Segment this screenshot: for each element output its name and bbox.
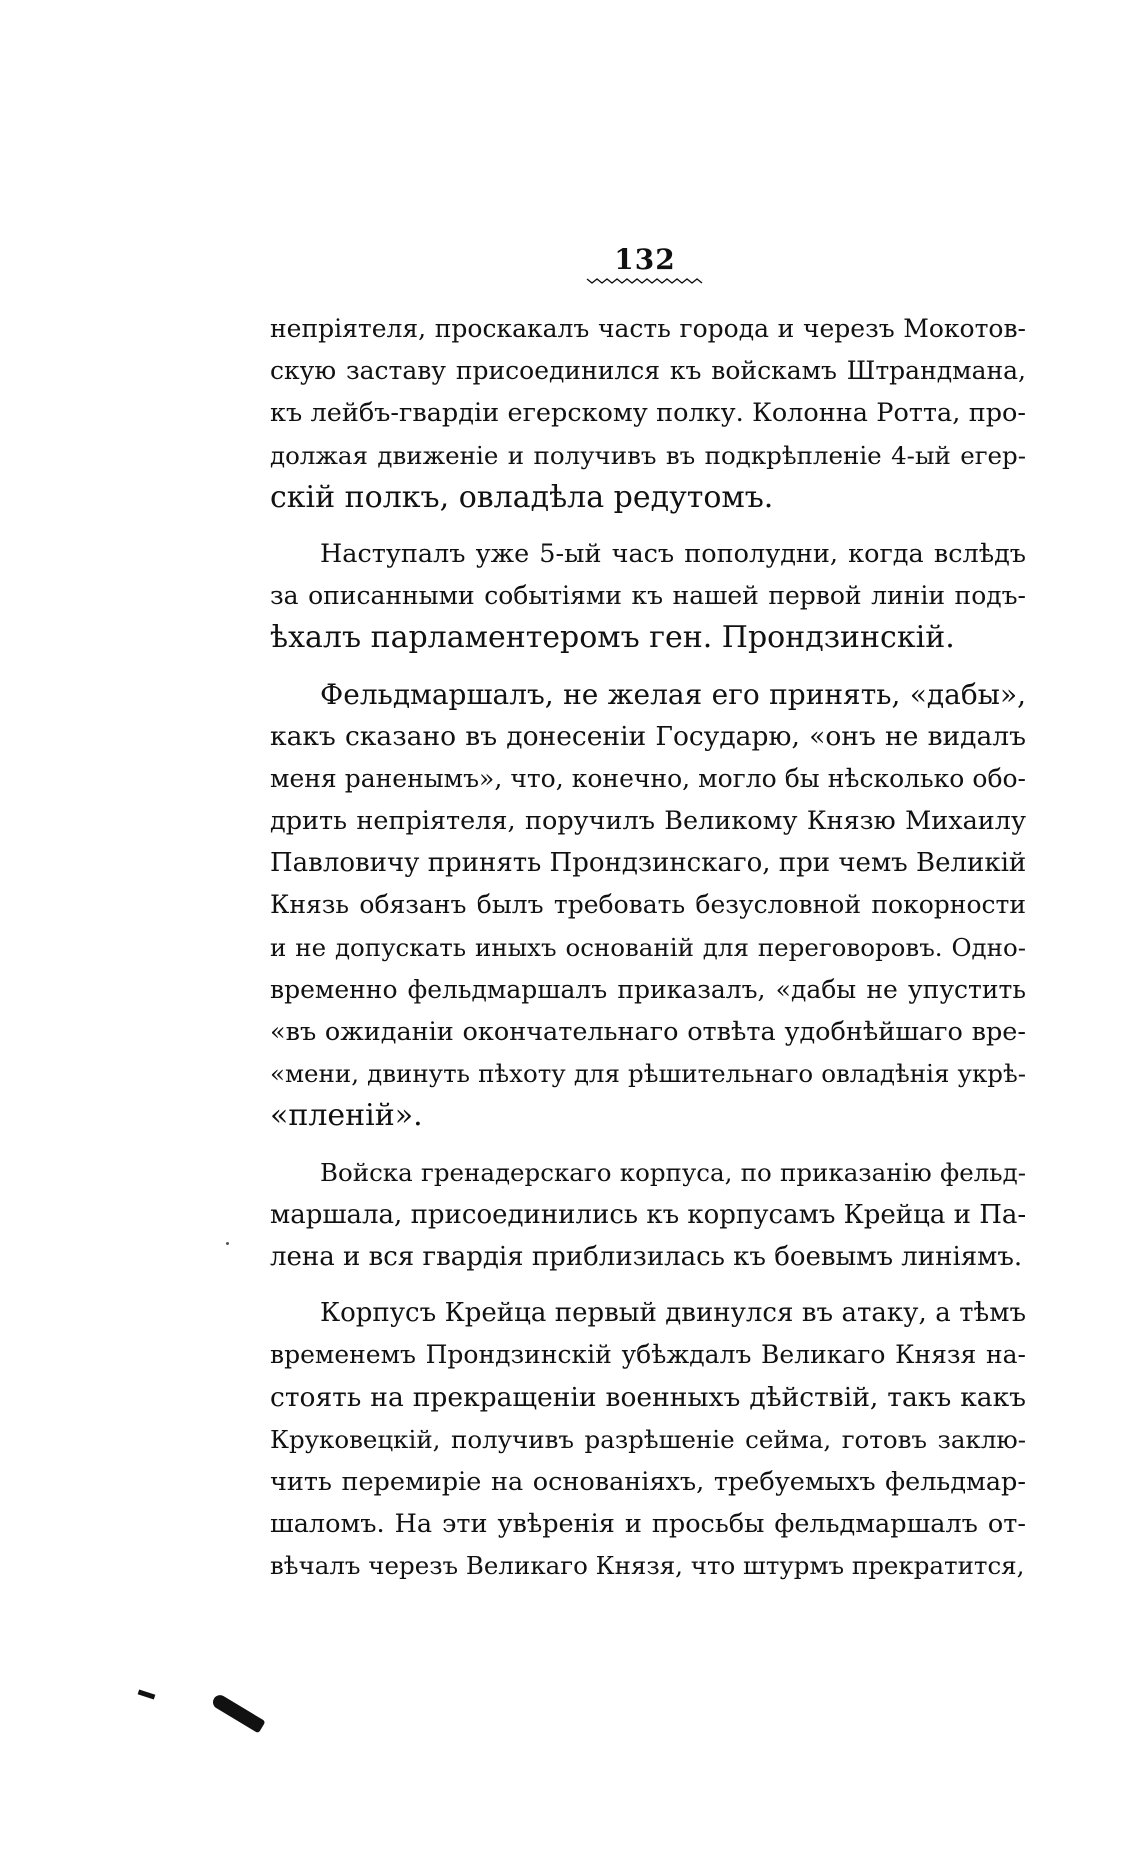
text-line: Войска гренадерскаго корпуса, по приказанію фельд- (320, 1157, 1026, 1187)
text-line: Фельдмаршалъ, не желая его принять, «дабы», (320, 677, 1026, 711)
text-line: стоять на прекращеніи военныхъ дѣйствій, такъ какъ (270, 1381, 1026, 1413)
text-line: Князь обязанъ былъ требовать безусловной покорности (270, 890, 1026, 920)
wavy-rule-ornament (585, 275, 705, 287)
body-text (270, 308, 1026, 1587)
text-line: маршала, присоединились къ корпусамъ Крейца и Па- (270, 1199, 1026, 1230)
ink-blot-large (210, 1693, 265, 1734)
text-line: временно фельдмаршалъ приказалъ, «дабы не упустить (270, 974, 1026, 1004)
text-line: Павловичу принять Прондзинскаго, при чемъ Великій (270, 848, 1026, 879)
paragraph-gap (270, 1278, 1026, 1292)
text-line: вѣчалъ черезъ Великаго Князя, что штурмъ прекратится, (270, 1551, 1025, 1581)
text-line: шаломъ. На эти увѣренія и просьбы фельдмаршалъ от- (270, 1509, 1026, 1540)
paragraph (270, 308, 1026, 519)
text-line: «пленій». (270, 1098, 423, 1134)
page-number: 132 (614, 243, 676, 276)
paragraph (270, 533, 1026, 660)
text-line: за описанными событіями къ нашей первой линіи подъ- (270, 581, 1026, 611)
text-line: «въ ожиданіи окончательнаго отвѣта удобнѣйшаго вре- (270, 1017, 1026, 1047)
text-line: дрить непріятеля, поручилъ Великому Князю Михаилу (270, 806, 1026, 837)
page-header (585, 245, 705, 287)
ink-blot-small (138, 1689, 156, 1699)
text-line: скую заставу присоединился къ войскамъ Штрандмана, (270, 356, 1026, 386)
text-line: Круковецкій, получивъ разрѣшеніе сейма, готовъ заклю- (270, 1424, 1026, 1454)
margin-speck (226, 1242, 229, 1245)
text-line: ѣхалъ парламентеромъ ген. Прондзинскій. (270, 620, 955, 656)
paragraph-gap (270, 1138, 1026, 1152)
paragraph-gap (270, 660, 1026, 674)
text-line: лена и вся гвардія приблизилась къ боевымъ линіямъ. (270, 1241, 1023, 1272)
paragraph-gap (270, 519, 1026, 533)
paragraph (270, 1292, 1026, 1587)
text-line: чить перемиріе на основаніяхъ, требуемыхъ фельдмар- (270, 1466, 1026, 1497)
text-line: и не допускать иныхъ основаній для переговоровъ. Одно- (270, 932, 1026, 962)
text-line: скій полкъ, овладѣла редутомъ. (270, 479, 774, 515)
text-line: временемъ Прондзинскій убѣждалъ Великаго Князя на- (270, 1340, 1026, 1370)
text-line: «мени, двинуть пѣхоту для рѣшительнаго овладѣнія укрѣ- (270, 1059, 1026, 1089)
text-line: меня раненымъ», что, конечно, могло бы нѣсколько обо- (270, 763, 1026, 793)
paragraph (270, 1152, 1026, 1279)
text-line: должая движеніе и получивъ въ подкрѣпленіе 4-ый егер- (270, 440, 1026, 470)
text-line: Наступалъ уже 5-ый часъ пополудни, когда вслѣдъ (320, 538, 1026, 569)
text-line: Корпусъ Крейца первый двинулся въ атаку, а тѣмъ (320, 1298, 1026, 1329)
paragraph (270, 674, 1026, 1138)
text-line: къ лейбъ-гвардіи егерскому полку. Колонна Ротта, про- (270, 398, 1026, 429)
text-line: какъ сказано въ донесеніи Государю, «онъ не видалъ (270, 720, 1026, 752)
text-line: непріятеля, проскакалъ часть города и черезъ Мокотов- (270, 314, 1026, 343)
